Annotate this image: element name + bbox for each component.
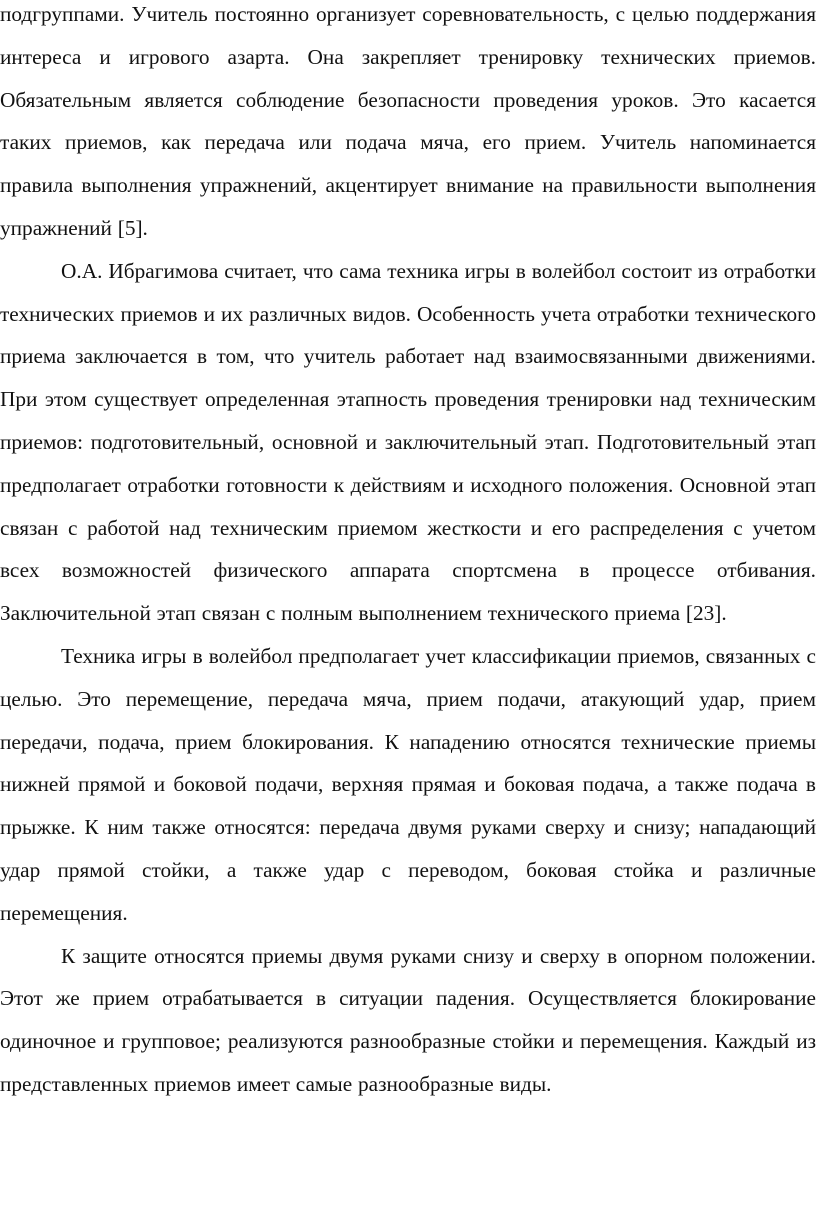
paragraph-4: К защите относятся приемы двумя руками снизу и сверху в опорном положении. Этот же прием отрабатывается в ситуации падения. Осуществляется блокирование одиночное и групповое; реализуются разнообразные стойки и перемещения. Каждый из представленных приемов имеет самые разнообразные виды. bbox=[0, 943, 816, 1096]
paragraph-3: Техника игры в волейбол предполагает учет классификации приемов, связанных с целью. Это перемещение, передача мяча, прием подачи, атакующий удар, прием передачи, подача, прием блокирования. К нападению относятся технические приемы нижней прямой и боковой подачи, верхняя прямая и боковая подача, а также подача в прыжке. К ним также относятся: передача двумя руками сверху и снизу; нападающий удар прямой стойки, а также удар с переводом, боковая стойка и различные перемещения. bbox=[0, 643, 816, 925]
paragraph-1: подгруппами. Учитель постоянно организует соревновательность, с целью поддержания интереса и игрового азарта. Она закрепляет тренировку технических приемов. Обязательным является соблюдение безопасности проведения уроков. Это касается таких приемов, как передача или подача мяча, его прием. Учитель напоминается правила выполнения упражнений, акцентирует внимание на правильности выполнения упражнений [5]. bbox=[0, 2, 816, 240]
paragraph-2: О.А. Ибрагимова считает, что сама техника игры в волейбол состоит из отработки технических приемов и их различных видов. Особенность учета отработки технического приема заключается в том, что учитель работает над взаимосвязанными движениями. При этом существует определенная этапность проведения тренировки над техническим приемов: подготовительный, основной и заключительный этап. Подготовительный этап предполагает отработки готовности к действиям и исходного положения. Основной этап связан с работой над техническим приемом жесткости и его распределения с учетом всех возможностей физического аппарата спортсмена в процессе отбивания. Заключительной этап связан с полным выполнением технического приема [23]. bbox=[0, 258, 816, 626]
